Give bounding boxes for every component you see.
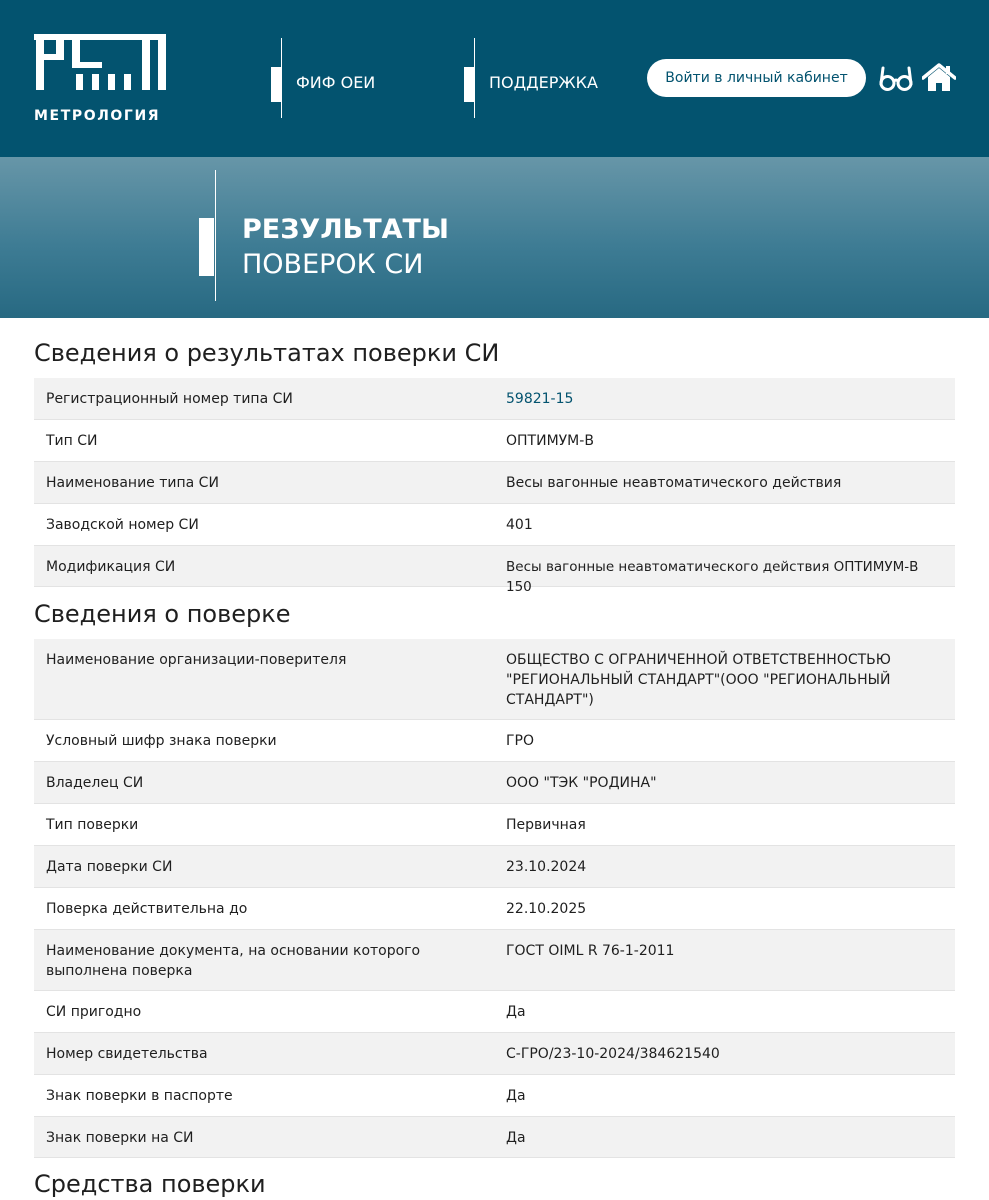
section-title-results: Сведения о результатах поверки СИ: [34, 339, 500, 367]
table-row: [34, 888, 955, 930]
page-title: РЕЗУЛЬТАТЫ: [242, 214, 449, 245]
nav-label[interactable]: ПОДДЕРЖКА: [489, 73, 598, 92]
verification-table: [34, 639, 955, 1158]
row-key: Модификация СИ: [46, 559, 176, 575]
row-value: 22.10.2025: [506, 901, 587, 917]
row-key: Наименование организации-поверителя: [46, 652, 347, 668]
glasses-icon[interactable]: [879, 64, 913, 94]
row-key: Знак поверки в паспорте: [46, 1088, 233, 1104]
table-row: [34, 991, 955, 1033]
hero-tick: [199, 218, 214, 276]
row-value: ОПТИМУМ-В: [506, 433, 594, 449]
nav-tick: [271, 67, 281, 102]
row-key: Тип СИ: [46, 433, 98, 449]
row-key: Заводской номер СИ: [46, 517, 199, 533]
row-value: ООО "ТЭК "РОДИНА": [506, 775, 657, 791]
row-key: Владелец СИ: [46, 775, 144, 791]
table-row: [34, 1033, 955, 1075]
table-row: [34, 1075, 955, 1117]
table-row: [34, 546, 955, 595]
row-value: 23.10.2024: [506, 859, 587, 875]
row-value: ОБЩЕСТВО С ОГРАНИЧЕННОЙ ОТВЕТСТВЕННОСТЬЮ "РЕГИОНАЛЬНЫЙ СТАНДАРТ"(ООО "РЕГИОНАЛЬНЫЙ СТАНДАРТ"): [506, 652, 891, 708]
row-value: Да: [506, 1088, 526, 1104]
table-row: [34, 378, 955, 420]
row-key: Условный шифр знака поверки: [46, 733, 277, 749]
registration-number-link[interactable]: 59821-15: [506, 391, 574, 407]
row-value: ГОСТ OIML R 76-1-2011: [506, 943, 675, 959]
row-key: Номер свидетельства: [46, 1046, 208, 1062]
logo-subtitle: МЕТРОЛОГИЯ: [34, 108, 161, 124]
table-row: [34, 462, 955, 504]
row-value: Весы вагонные неавтоматического действия: [506, 475, 842, 491]
nav-divider: [474, 38, 475, 118]
table-row: [34, 930, 955, 991]
results-table: [34, 378, 955, 595]
row-value: Весы вагонные неавтоматического действия ОПТИМУМ-В 150: [506, 559, 919, 595]
nav-label[interactable]: ФИФ ОЕИ: [296, 73, 376, 92]
table-row: [34, 504, 955, 546]
site-header: [0, 0, 989, 157]
nav-tick: [464, 67, 474, 102]
table-row: [34, 762, 955, 804]
table-row: [34, 804, 955, 846]
section-title-verification: Сведения о поверке: [34, 600, 291, 628]
hero-divider: [215, 170, 216, 301]
home-icon[interactable]: [922, 63, 956, 93]
row-key: Знак поверки на СИ: [46, 1130, 194, 1146]
row-key: Тип поверки: [46, 817, 139, 833]
page-subtitle: ПОВЕРОК СИ: [242, 249, 424, 280]
row-key: Дата поверки СИ: [46, 859, 173, 875]
table-row: [34, 420, 955, 462]
nav-divider: [281, 38, 282, 118]
row-value: Да: [506, 1004, 526, 1020]
row-key: Наименование документа, на основании которого выполнена поверка: [46, 943, 421, 979]
row-value: Да: [506, 1130, 526, 1146]
row-key: СИ пригодно: [46, 1004, 142, 1020]
login-button[interactable]: Войти в личный кабинет: [647, 59, 866, 97]
row-value: Первичная: [506, 817, 586, 833]
page-hero: [0, 157, 989, 318]
row-value: ГРО: [506, 733, 534, 749]
table-row: [34, 720, 955, 762]
row-value: 401: [506, 517, 533, 533]
row-key: Наименование типа СИ: [46, 475, 219, 491]
row-key: Регистрационный номер типа СИ: [46, 391, 293, 407]
row-key: Поверка действительна до: [46, 901, 248, 917]
section-title-instruments: Средства поверки: [34, 1170, 266, 1198]
table-row: [34, 639, 955, 720]
table-row: [34, 846, 955, 888]
table-row: [34, 1117, 955, 1158]
row-value: С-ГРО/23-10-2024/384621540: [506, 1046, 720, 1062]
